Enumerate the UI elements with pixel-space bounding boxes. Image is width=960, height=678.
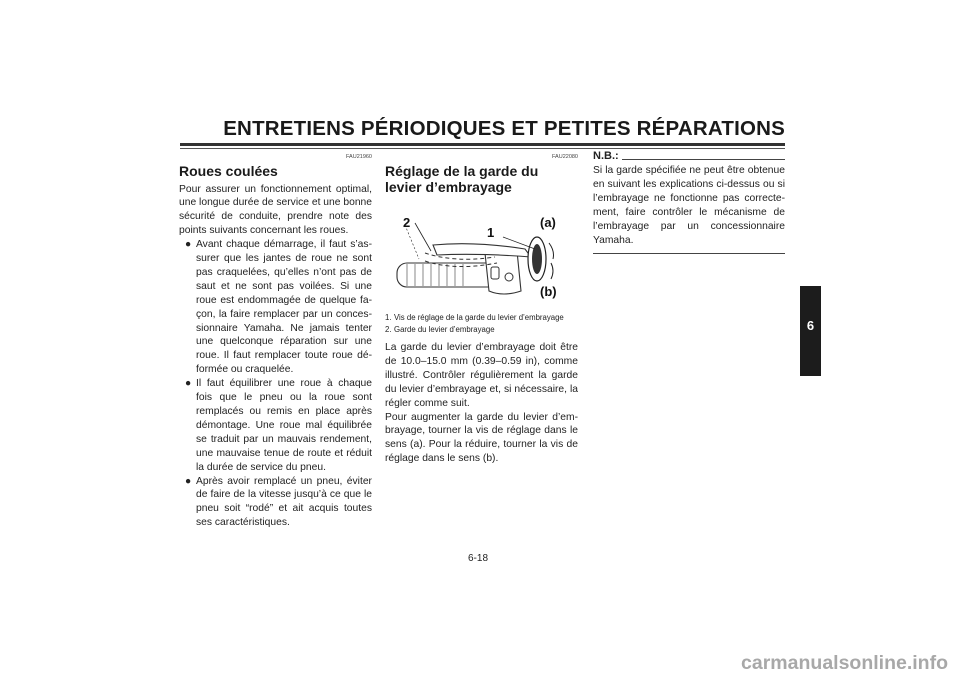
section-code: FAU21960 <box>346 154 372 160</box>
note-header <box>593 150 785 164</box>
page-header-title: ENTRETIENS PÉRIODIQUES ET PETITES RÉPARATIONS <box>223 117 785 140</box>
chapter-tab-number: 6 <box>806 318 815 333</box>
figure-label-2: 2 <box>403 215 411 230</box>
caption-item <box>385 313 578 324</box>
clutch-lever-illustration <box>385 201 563 301</box>
list-item <box>179 475 372 531</box>
header-rule <box>180 143 785 146</box>
watermark: carmanualsonline.info <box>741 652 948 674</box>
bullet-icon: ● <box>185 475 192 487</box>
wheels-bullet-list <box>179 238 372 530</box>
bullet-icon: ● <box>185 378 192 390</box>
caption-number: 2. <box>385 324 392 334</box>
page-number: 6-18 <box>468 553 489 564</box>
note-rule <box>622 159 785 160</box>
column-note <box>593 150 785 254</box>
caption-item <box>385 325 578 336</box>
clutch-paragraph: Pour augmenter la garde du levier d’embrayage, tourner la vis de réglage dans le sens (a). Pour la réduire, tourner la vis de réglage dans le sens (b). <box>385 411 578 465</box>
section-code: FAU22080 <box>552 154 578 160</box>
note-text: Si la garde spécifiée ne peut être obtenue en suivant les explications ci-dessus ou si l’embrayage ne fonctionne pas correctement, faire contrôler le mécanisme de l’embrayage par un concessionnaire Yamaha. <box>593 165 785 246</box>
note-label: N.B.: <box>593 150 619 163</box>
note-end-rule <box>593 253 785 254</box>
section-title-clutch: Réglage de la garde du levier d’embrayage <box>385 163 539 195</box>
clutch-paragraph: La garde du levier d’embrayage doit être de 10.0–15.0 mm (0.39–0.59 in), comme illustré. Contrôler régulièrement la garde du levier d’embrayage et, si nécessaire, la régler comme suit. <box>385 342 578 409</box>
list-item <box>179 238 372 377</box>
list-item <box>179 377 372 474</box>
clutch-lever-drawing <box>385 201 563 301</box>
figure-label-1: 1 <box>487 225 495 240</box>
header-rule-thin <box>180 148 785 149</box>
list-item-text: Après avoir remplacé un pneu, éviter de faire de la vitesse jusqu’à ce que le pneu soit “rodé” et ait acquis toutes ses caractéristiques. <box>196 475 372 529</box>
bullet-icon: ● <box>185 239 192 251</box>
column-wheels <box>179 150 372 530</box>
column-clutch <box>385 150 578 466</box>
caption-number: 1. <box>385 313 392 322</box>
figure-label-b: (b) <box>540 284 557 299</box>
caption-text: Vis de réglage de la garde du levier d’embrayage <box>394 313 564 322</box>
caption-text: Garde du levier d’embrayage <box>394 324 495 334</box>
list-item-text: Avant chaque démarrage, il faut s’assurer que les jantes de roue ne sont pas craquelées, qu’elles n’ont pas de saut et ne sont pas voilées. Si une roue est endommagée de quelque façon, la faire remplacer par un concessionnaire Yamaha. Ne jamais tenter une quelconque réparation sur une roue. Il faut remplacer toute roue déformée ou craquelée. <box>196 239 372 376</box>
clutch-body <box>385 341 578 466</box>
list-item-text: Il faut équilibrer une roue à chaque fois que le pneu ou la roue sont remplacés ou remis en place après démontage. Une roue mal équilibrée se traduit par un mauvais rendement, une mauvaise tenue de route et réduit la durée de service du pneu. <box>196 378 372 473</box>
figure-captions <box>385 313 578 335</box>
wheels-intro: Pour assurer un fonctionnement optimal, une longue durée de service et une bonne sécurité de conduite, prendre note des points suivants concernant les roues. <box>179 183 372 237</box>
figure-label-a: (a) <box>540 215 556 230</box>
section-title-wheels: Roues coulées <box>179 163 278 179</box>
